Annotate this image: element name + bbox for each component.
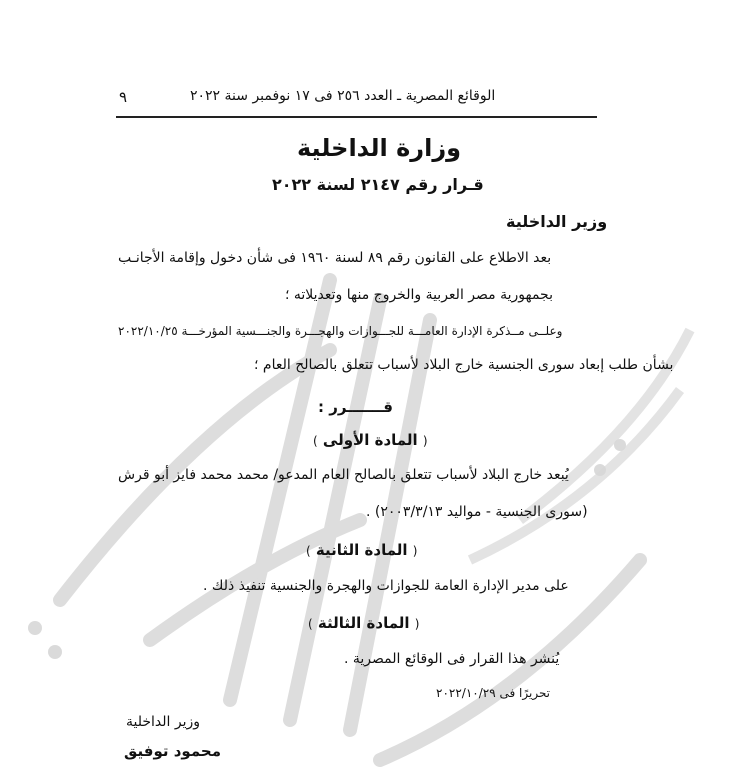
decides-label: قـــــــرر : [318,398,393,416]
issuer-heading: وزير الداخلية [506,212,608,231]
ministry-title: وزارة الداخلية [297,134,462,162]
article-3-line-1: يُنشر هذا القرار فى الوقائع المصرية . [344,651,560,667]
signature-title: وزير الداخلية [126,714,201,730]
running-header: الوقائع المصرية ـ العدد ٢٥٦ فى ١٧ نوفمبر سنة ٢٠٢٢ [190,88,496,104]
article-heading: ( المادة الثالثة ) [308,614,420,632]
decree-title: قـرار رقم ٢١٤٧ لسنة ٢٠٢٢ [272,175,484,194]
article-1-line-1: يُبعد خارج البلاد لأسباب تتعلق بالصالح العام المدعو/ محمد محمد فايز أبو قرش [118,467,569,483]
preamble-line-1: بعد الاطلاع على القانون رقم ٨٩ لسنة ١٩٦٠ فى شأن دخول وإقامة الأجانـب [118,250,552,266]
article-heading: ( المادة الأولى ) [313,431,428,449]
signature-name: محمود توفيق [124,742,221,760]
article-2-line-1: على مدير الإدارة العامة للجوازات والهجرة والجنسية تنفيذ ذلك . [203,578,569,594]
preamble-line-2: بجمهورية مصر العربية والخروج منها وتعديلاته ؛ [285,287,553,303]
page-number: ٩ [119,88,128,106]
article-2-heading: المادة الثانية [315,541,408,559]
header-rule [116,116,597,118]
date-line: تحريرًا فى ٢٠٢٢/١٠/٢٩ [436,686,551,700]
preamble-line-4: بشأن طلب إبعاد سورى الجنسية خارج البلاد لأسباب تتعلق بالصالح العام ؛ [254,357,674,373]
preamble-line-3: وعلــى مــذكرة الإدارة العامـــة للجـــوازات والهجـــرة والجنـــسية المؤرخـــة ٢٠٢٢/١٠/٢٥ [118,324,563,338]
article-1-heading: المادة الأولى [322,431,418,449]
article-heading: ( المادة الثانية ) [306,541,418,559]
article-3-heading: المادة الثالثة [317,614,410,632]
article-1-line-2: (سورى الجنسية - مواليد ٢٠٠٣/٣/١٣) . [366,504,588,520]
